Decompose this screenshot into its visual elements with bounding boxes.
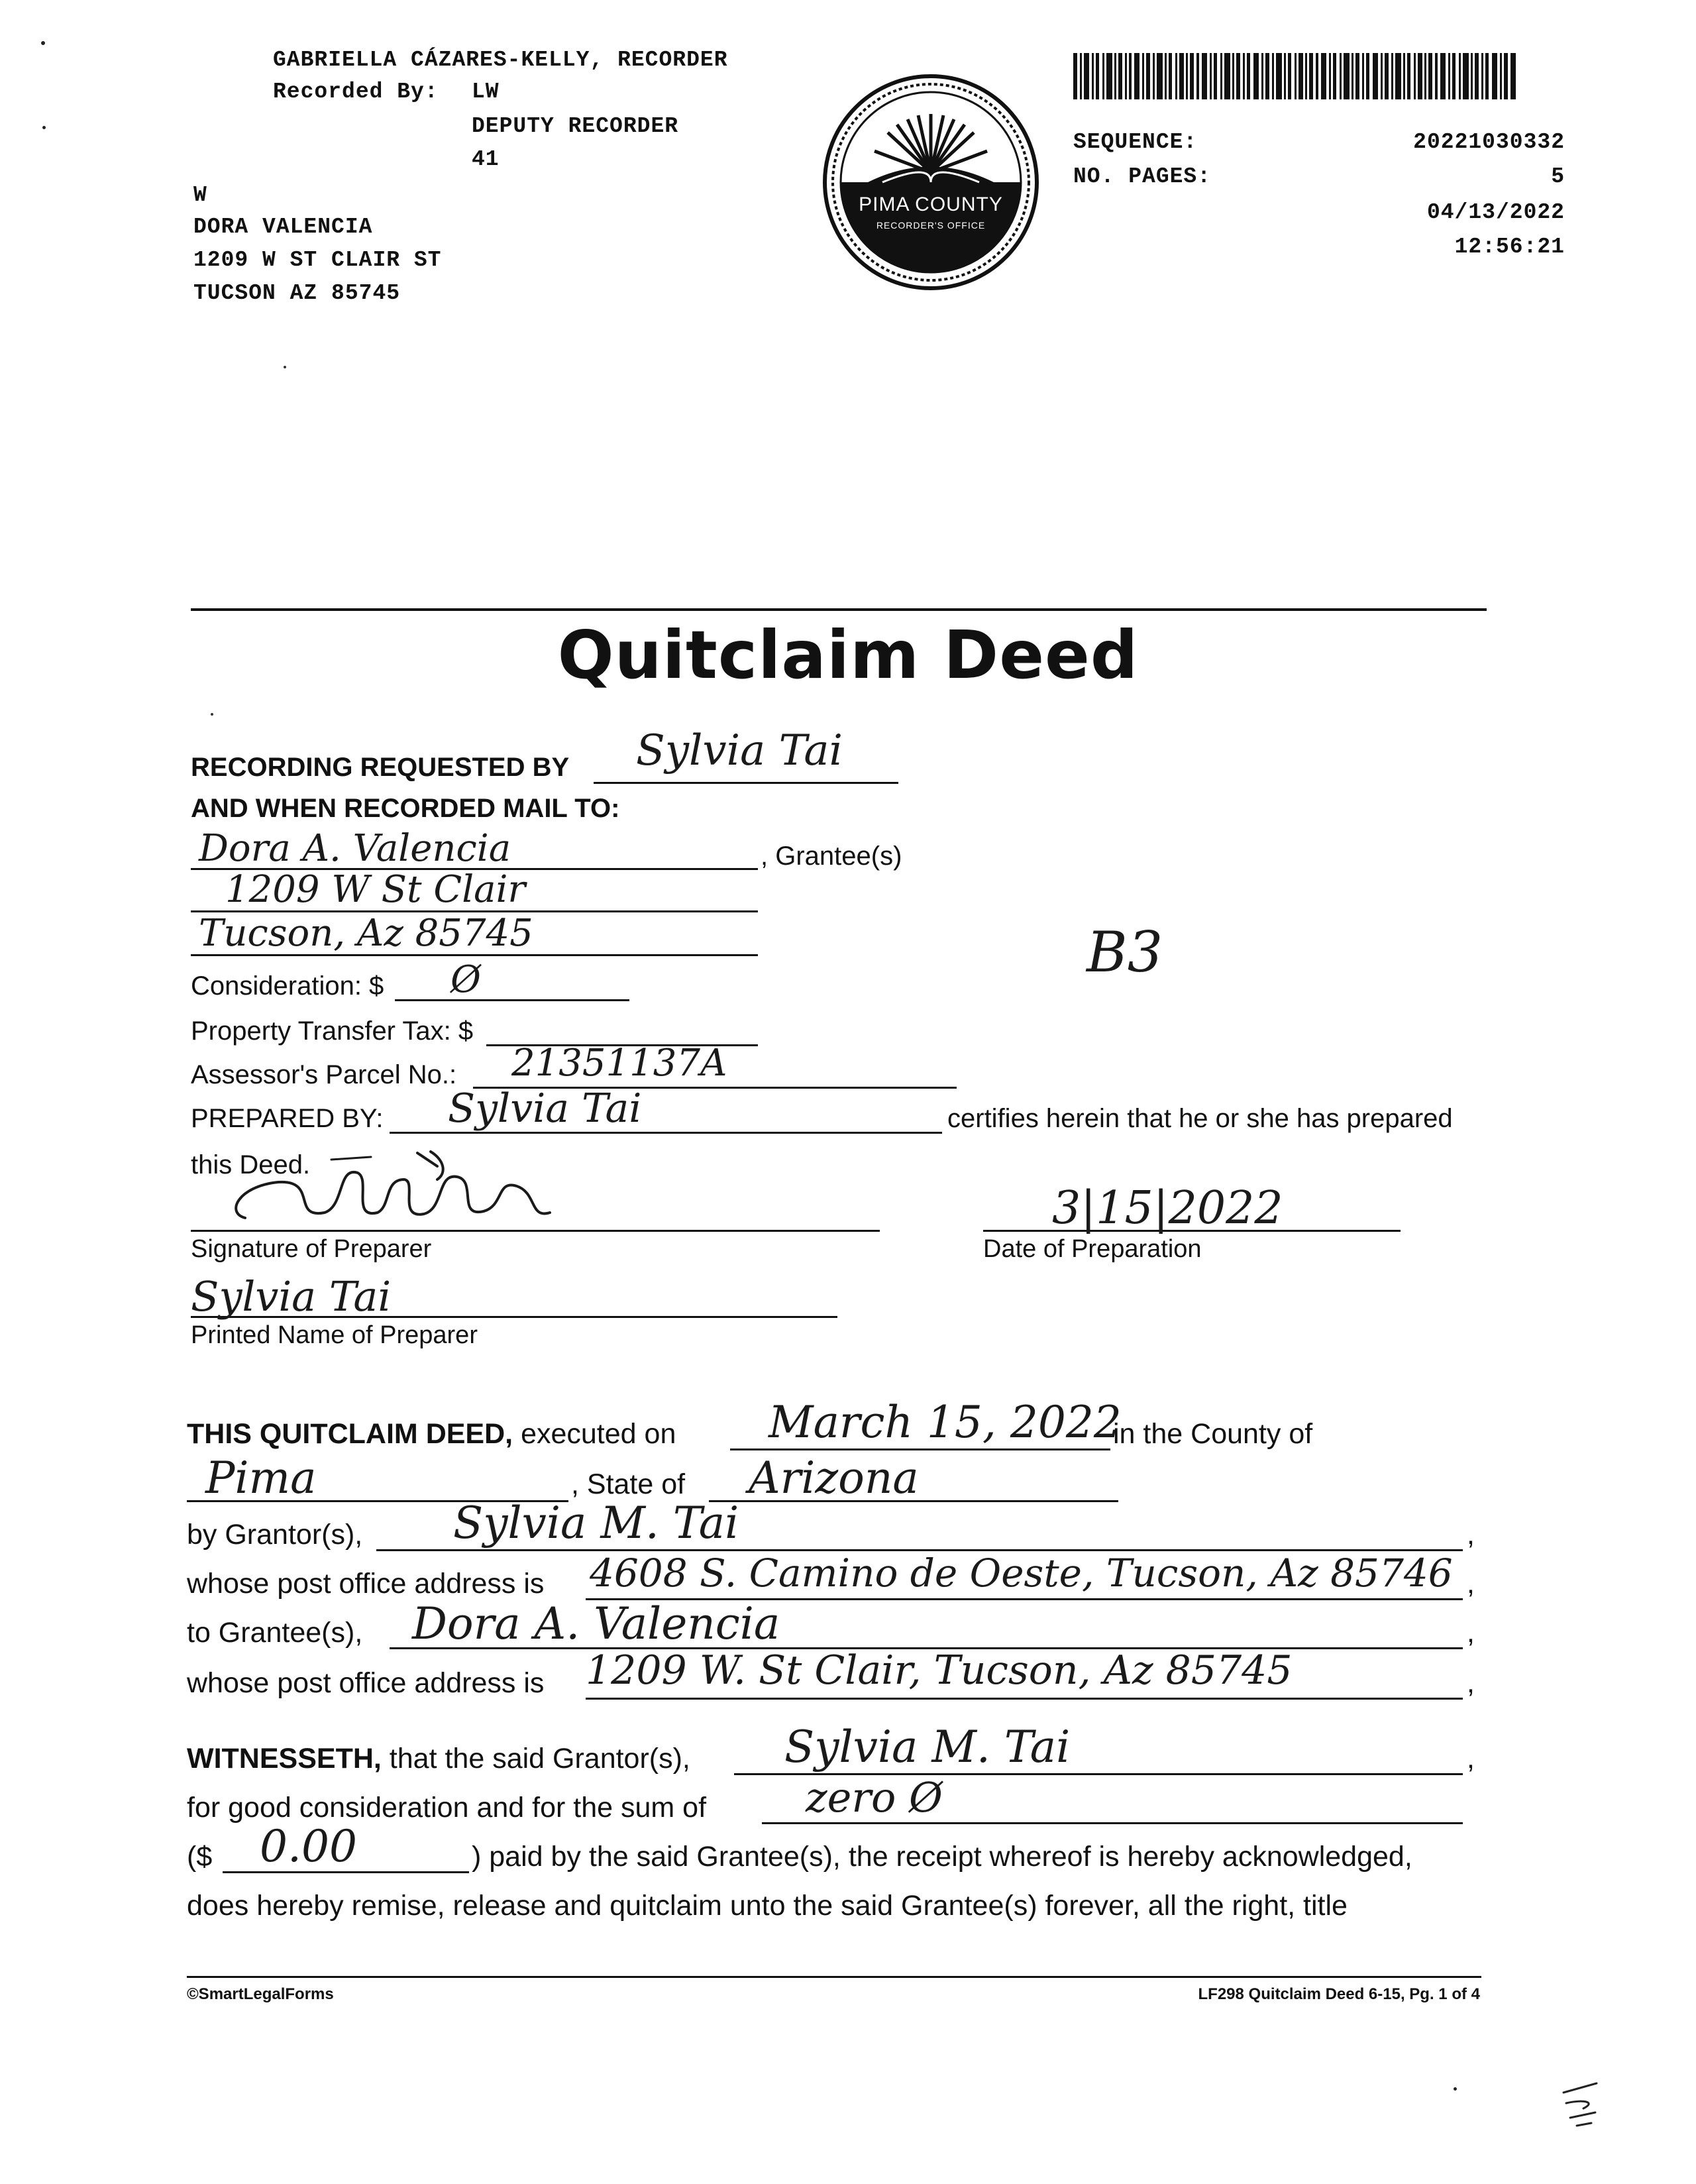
- certifies-text: certifies herein that he or she has prepared: [947, 1104, 1453, 1133]
- scribble-graphic: [1557, 2079, 1610, 2132]
- sequence-label: SEQUENCE:: [1073, 130, 1198, 154]
- recording-requested-value: Sylvia Tai: [636, 726, 843, 775]
- prepared-by-label: PREPARED BY:: [191, 1104, 384, 1133]
- record-date: 04/13/2022: [1426, 200, 1565, 225]
- return-name: DORA VALENCIA: [193, 215, 373, 239]
- grantee-po-text: whose post office address is: [187, 1667, 545, 1699]
- consideration-label: Consideration: $: [191, 971, 384, 1001]
- paid-text: ) paid by the said Grantee(s), the receipt whereof is hereby acknowledged,: [472, 1841, 1412, 1873]
- record-time: 12:56:21: [1454, 235, 1565, 259]
- mail-to-label: AND WHEN RECORDED MAIL TO:: [191, 794, 620, 823]
- executed-on-text: executed on: [521, 1418, 676, 1450]
- w-mark: W: [193, 183, 207, 207]
- scan-speck: [211, 713, 213, 716]
- mail-city-value: Tucson, Az 85745: [199, 912, 533, 955]
- printed-name-value: Sylvia Tai: [191, 1272, 392, 1321]
- grantor-po-text: whose post office address is: [187, 1568, 545, 1600]
- recording-requested-line: [594, 782, 898, 784]
- recorder-name: GABRIELLA CÁZARES-KELLY, RECORDER: [273, 48, 728, 72]
- recording-requested-label: RECORDING REQUESTED BY: [191, 753, 570, 782]
- return-street: 1209 W ST CLAIR ST: [193, 248, 442, 272]
- witness-grantor-value: Sylvia M. Tai: [784, 1721, 1071, 1773]
- recorded-by-value: LW: [472, 80, 500, 104]
- consideration-value: Ø: [450, 958, 481, 1001]
- scan-speck: [42, 126, 46, 129]
- grantee-comma: ,: [1467, 1617, 1475, 1649]
- grantor-address-value: 4608 S. Camino de Oeste, Tucson, Az 85746: [590, 1551, 1453, 1596]
- dollar-value: 0.00: [260, 1821, 357, 1872]
- grantee-address-line: [586, 1698, 1463, 1700]
- good-consideration-text: for good consideration and for the sum of: [187, 1792, 707, 1824]
- transfer-tax-label: Property Transfer Tax: $: [191, 1016, 474, 1046]
- grantor-address-comma: ,: [1467, 1568, 1475, 1600]
- county-value: Pima: [205, 1452, 317, 1503]
- sum-words-value: zero Ø: [806, 1773, 943, 1822]
- deputy-recorder: DEPUTY RECORDER: [472, 114, 679, 138]
- page-title: Quitclaim Deed: [557, 616, 1139, 694]
- prepared-by-value: Sylvia Tai: [448, 1085, 642, 1132]
- printed-name-label: Printed Name of Preparer: [191, 1321, 478, 1349]
- barcode-graphic: [1073, 53, 1517, 99]
- scan-speck: [1454, 2087, 1457, 2091]
- scan-speck: [284, 366, 286, 368]
- seal-graphic: [822, 73, 1040, 292]
- state-of-text: , State of: [571, 1468, 686, 1500]
- executed-date-line: [730, 1448, 1110, 1450]
- to-grantee-text: to Grantee(s),: [187, 1617, 363, 1649]
- footer-right: LF298 Quitclaim Deed 6-15, Pg. 1 of 4: [1198, 1985, 1480, 2003]
- in-county-text: in the County of: [1113, 1418, 1313, 1450]
- seal-subtext: RECORDER'S OFFICE: [876, 220, 986, 231]
- grantee-label: , Grantee(s): [761, 842, 902, 871]
- grantor-value: Sylvia M. Tai: [453, 1498, 739, 1549]
- parcel-label: Assessor's Parcel No.:: [191, 1060, 457, 1089]
- this-quitclaim-bold: THIS QUITCLAIM DEED,: [187, 1418, 513, 1450]
- this-deed-text: this Deed.: [191, 1150, 311, 1179]
- grantee-address-value: 1209 W. St Clair, Tucson, Az 85745: [586, 1647, 1293, 1694]
- return-city: TUCSON AZ 85745: [193, 281, 401, 305]
- remise-text: does hereby remise, release and quitclaim unto the said Grantee(s) forever, all the right, title: [187, 1890, 1348, 1922]
- executed-date-value: March 15, 2022: [768, 1397, 1122, 1448]
- mail-street-value: 1209 W St Clair: [225, 868, 526, 911]
- grantor-comma: ,: [1467, 1519, 1475, 1551]
- witnesseth-bold: WITNESSETH,: [187, 1743, 382, 1774]
- pages-value: 5: [1551, 164, 1565, 189]
- by-grantor-text: by Grantor(s),: [187, 1519, 363, 1551]
- signature-label: Signature of Preparer: [191, 1235, 432, 1263]
- mail-name-value: Dora A. Valencia: [199, 827, 511, 870]
- grantee-value: Dora A. Valencia: [412, 1598, 780, 1649]
- recorded-by-label: Recorded By:: [273, 80, 439, 104]
- body-line-1: [187, 1418, 676, 1450]
- footer-left: ©SmartLegalForms: [187, 1985, 334, 2003]
- witnesseth-line: [187, 1743, 690, 1775]
- margin-note: B3: [1086, 920, 1163, 985]
- sum-words-line: [762, 1822, 1463, 1824]
- preparer-signature: [219, 1140, 590, 1239]
- prepared-by-line: [390, 1132, 942, 1134]
- parcel-value: 21351137A: [511, 1042, 727, 1085]
- consideration-line: [395, 999, 629, 1001]
- deputy-number: 41: [472, 147, 500, 172]
- signature-scrawl: [219, 1140, 590, 1239]
- grantee-address-comma: ,: [1467, 1667, 1475, 1699]
- date-prep-value: 3|15|2022: [1052, 1182, 1283, 1234]
- title-top-rule: [191, 608, 1487, 611]
- seal-text: PIMA COUNTY: [859, 193, 1003, 215]
- county-seal: [822, 73, 1040, 292]
- barcode: [1073, 53, 1517, 99]
- scan-speck: [41, 41, 45, 45]
- corner-scribble: [1557, 2079, 1610, 2132]
- footer-rule: [187, 1976, 1481, 1978]
- witness-comma: ,: [1467, 1743, 1475, 1774]
- sequence-value: 20221030332: [1413, 130, 1565, 154]
- pages-label: NO. PAGES:: [1073, 164, 1212, 189]
- witnesseth-rest: that the said Grantor(s),: [389, 1743, 690, 1774]
- date-prep-label: Date of Preparation: [983, 1235, 1202, 1263]
- dollar-open: ($: [187, 1841, 213, 1873]
- state-value: Arizona: [749, 1452, 919, 1503]
